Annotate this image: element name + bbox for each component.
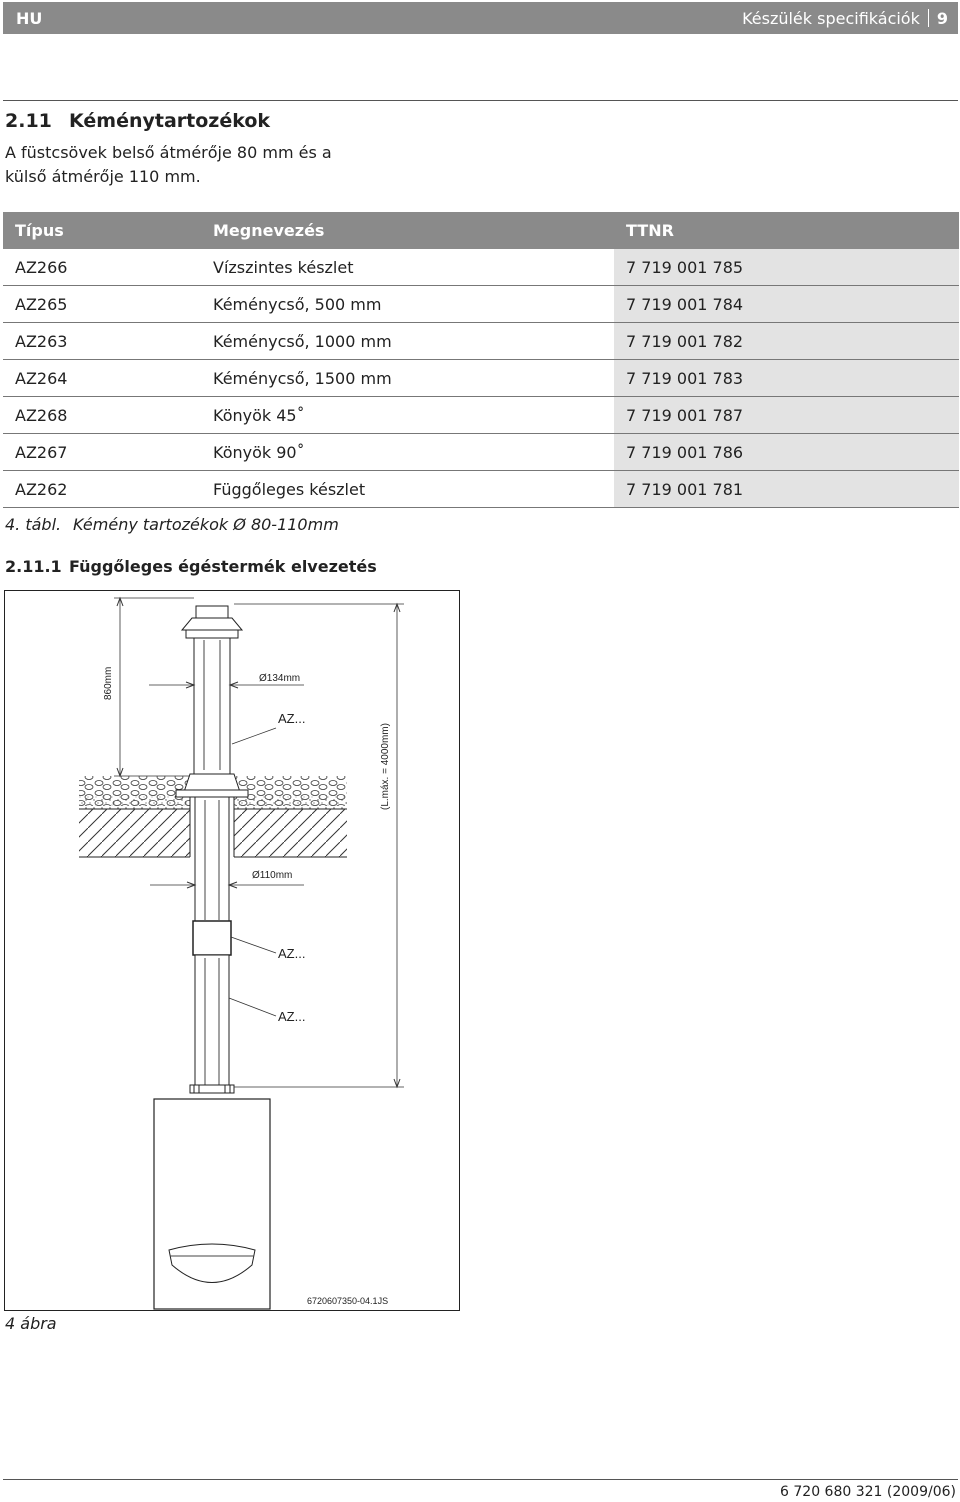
section-number: 2.11 [5, 110, 52, 132]
cell-name: Kéménycső, 500 mm [201, 286, 614, 323]
table-row [3, 434, 959, 471]
cell-type: AZ265 [3, 286, 201, 323]
document-number: 6 720 680 321 (2009/06) [780, 1484, 956, 1500]
flue-diagram [4, 590, 460, 1311]
flue-pipe [190, 797, 234, 1093]
subsection-number: 2.11.1 [5, 557, 62, 576]
column-header-ttnr: TTNR [614, 212, 959, 249]
cell-ttnr: 7 719 001 781 [614, 471, 959, 508]
cell-type: AZ262 [3, 471, 201, 508]
cell-name: Könyök 45˚ [201, 397, 614, 434]
table-row [3, 323, 959, 360]
cell-name: Vízszintes készlet [201, 249, 614, 286]
section-name: Készülék specifikációk [742, 9, 920, 28]
cell-name: Kéménycső, 1500 mm [201, 360, 614, 397]
az-label-3: AZ... [278, 1009, 306, 1024]
accessory-table [3, 212, 959, 508]
column-header-name: Megnevezés [201, 212, 614, 249]
dim-860-label: 860mm [103, 666, 114, 700]
intro-text: A füstcsövek belső átmérője 80 mm és a külső átmérője 110 mm. [5, 143, 332, 186]
cell-ttnr: 7 719 001 784 [614, 286, 959, 323]
cell-ttnr: 7 719 001 787 [614, 397, 959, 434]
subsection-title: Függőleges égéstermék elvezetés [69, 557, 377, 576]
cell-ttnr: 7 719 001 782 [614, 323, 959, 360]
cell-type: AZ268 [3, 397, 201, 434]
cell-ttnr: 7 719 001 785 [614, 249, 959, 286]
cell-ttnr: 7 719 001 783 [614, 360, 959, 397]
az-label-2: AZ... [278, 946, 306, 961]
section-title: Kéménytartozékok [69, 110, 271, 132]
column-header-type: Típus [3, 212, 201, 249]
table-row [3, 249, 959, 286]
cell-name: Könyök 90˚ [201, 434, 614, 471]
table-caption-text: Kémény tartozékok Ø 80-110mm [73, 515, 339, 534]
figure-code: 6720607350-04.1JS [307, 1296, 389, 1306]
subsection-heading [5, 557, 377, 576]
figure-caption: 4 ábra [5, 1314, 57, 1333]
cell-ttnr: 7 719 001 786 [614, 434, 959, 471]
header-right [742, 9, 948, 28]
table-row [3, 360, 959, 397]
bottom-rule [3, 1479, 958, 1480]
lmax-label: (L.máx. = 4000mm) [380, 723, 391, 810]
table-caption [5, 515, 339, 534]
table-header-row [3, 212, 959, 249]
cell-type: AZ266 [3, 249, 201, 286]
boiler [154, 1099, 270, 1309]
table-row [3, 471, 959, 508]
cell-name: Kéménycső, 1000 mm [201, 323, 614, 360]
section-heading [5, 110, 270, 132]
page-header [3, 2, 958, 34]
table-caption-label: 4. tábl. [5, 515, 62, 534]
language-code: HU [16, 9, 43, 28]
header-divider [928, 9, 929, 27]
cell-type: AZ264 [3, 360, 201, 397]
top-rule [3, 100, 958, 101]
cell-type: AZ267 [3, 434, 201, 471]
cell-name: Függőleges készlet [201, 471, 614, 508]
diameter-134-label: Ø134mm [259, 673, 301, 684]
diameter-110-label: Ø110mm [252, 870, 293, 881]
table-row [3, 397, 959, 434]
page-number: 9 [936, 9, 948, 28]
cell-type: AZ263 [3, 323, 201, 360]
az-label-1: AZ... [278, 711, 306, 726]
table-row [3, 286, 959, 323]
